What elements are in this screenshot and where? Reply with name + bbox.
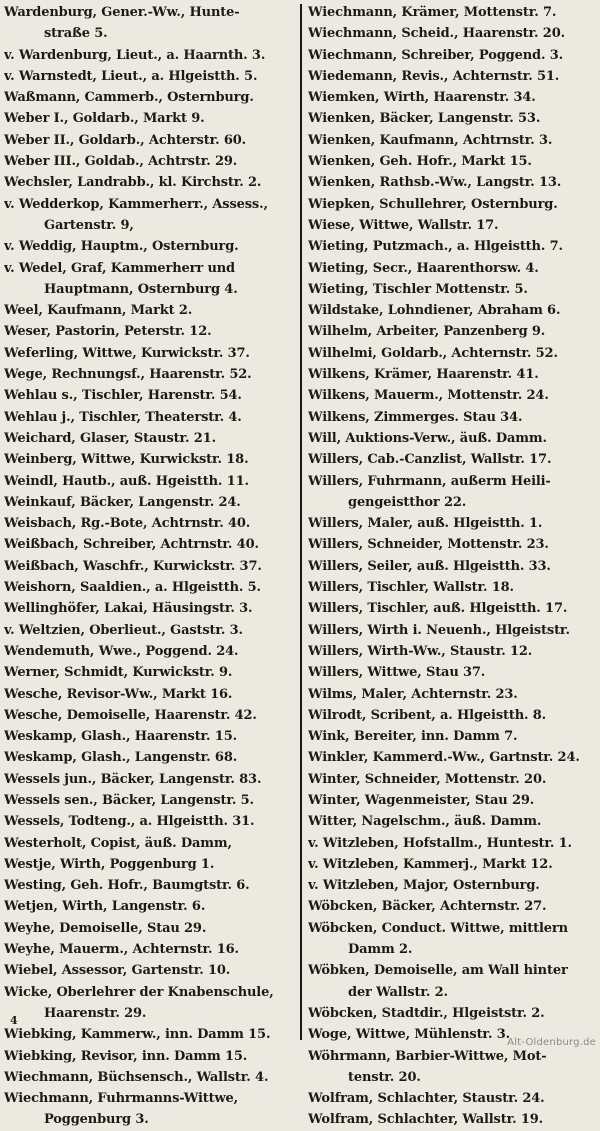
directory-entry: Weißbach, Waschfr., Kurwickstr. 37.: [4, 558, 262, 574]
column-divider: [300, 4, 302, 1040]
directory-entry: Wechsler, Landrabb., kl. Kirchstr. 2.: [4, 175, 262, 191]
directory-entry: Wesche, Demoiselle, Haarenstr. 42.: [4, 707, 257, 723]
directory-entry: Wendemuth, Wwe., Poggend. 24.: [4, 643, 239, 659]
directory-entry: Wiedemann, Revis., Achternstr. 51.: [308, 68, 560, 84]
directory-entry: Wardenburg, Gener.-Ww., Hunte-: [4, 5, 240, 20]
directory-entry: v. Wedel, Graf, Kammerherr und: [4, 260, 235, 276]
directory-entry: Wesche, Revisor-Ww., Markt 16.: [4, 686, 233, 702]
directory-entry: Wehlau s., Tischler, Harenstr. 54.: [4, 388, 242, 404]
directory-entry: Willers, Wittwe, Stau 37.: [308, 665, 486, 681]
directory-entry: v. Witzleben, Kammerj., Markt 12.: [308, 856, 553, 872]
entry-continuation: Gartenstr. 9,: [44, 217, 134, 233]
directory-entry: Weber I., Goldarb., Markt 9.: [4, 111, 205, 127]
directory-entry: Weskamp, Glash., Haarenstr. 15.: [4, 729, 237, 745]
directory-entry: Westing, Geh. Hofr., Baumgtstr. 6.: [4, 878, 250, 894]
entry-continuation: gengeistthor 22.: [348, 494, 467, 510]
directory-entry: Willers, Wirth-Ww., Staustr. 12.: [308, 643, 533, 659]
directory-entry: Weskamp, Glash., Langenstr. 68.: [4, 750, 238, 766]
directory-entry: Wienken, Geh. Hofr., Markt 15.: [308, 154, 532, 170]
directory-entry: Wildstake, Lohndiener, Abraham 6.: [308, 303, 561, 319]
directory-entry: Weisbach, Rg.-Bote, Achtrnstr. 40.: [4, 516, 251, 532]
directory-entry: Wege, Rechnungsf., Haarenstr. 52.: [4, 367, 252, 383]
directory-entry: Wiebking, Kammerw., inn. Damm 15.: [4, 1027, 271, 1043]
right-column: [308, 2, 596, 1131]
entry-continuation: tenstr. 20.: [348, 1069, 421, 1085]
directory-entry: Willers, Wirth i. Neuenh., Hlgeiststr.: [308, 622, 570, 638]
directory-entry: v. Wedderkop, Kammerherr., Assess.,: [4, 196, 268, 212]
directory-entry: Willers, Maler, auß. Hlgeistth. 1.: [308, 516, 543, 532]
directory-entry: Wiepken, Schullehrer, Osternburg.: [308, 196, 558, 212]
directory-entry: Wicke, Oberlehrer der Knabenschule,: [4, 984, 274, 1000]
directory-entry: Wilhelmi, Goldarb., Achternstr. 52.: [308, 345, 558, 361]
directory-entry: Wiebking, Revisor, inn. Damm 15.: [4, 1048, 248, 1064]
directory-entry: Wöbcken, Bäcker, Achternstr. 27.: [308, 899, 547, 915]
page-mark: 4: [10, 1014, 18, 1027]
directory-entry: Wieting, Tischler Mottenstr. 5.: [308, 281, 528, 297]
entry-continuation: Poggenburg 3.: [44, 1112, 149, 1128]
directory-entry: Wiemken, Wirth, Haarenstr. 34.: [308, 90, 536, 106]
directory-entry: Westje, Wirth, Poggenburg 1.: [4, 856, 215, 872]
directory-entry: v. Warnstedt, Lieut., a. Hlgeistth. 5.: [4, 68, 258, 84]
directory-entry: Wellinghöfer, Lakai, Häusingstr. 3.: [4, 601, 253, 617]
directory-entry: Weser, Pastorin, Peterstr. 12.: [4, 324, 212, 340]
directory-entry: Weinkauf, Bäcker, Langenstr. 24.: [4, 494, 241, 510]
directory-entry: Woge, Wittwe, Mühlenstr. 3.: [308, 1027, 510, 1043]
directory-entry: Wolfram, Schlachter, Wallstr. 19.: [308, 1112, 544, 1128]
directory-entry: Willers, Fuhrmann, außerm Heili-: [308, 473, 551, 489]
directory-entry: Wienken, Kaufmann, Achtrnstr. 3.: [308, 132, 553, 148]
left-column: [4, 2, 296, 1131]
directory-entry: Wiechmann, Scheid., Haarenstr. 20.: [308, 26, 565, 42]
entry-continuation: straße 5.: [44, 26, 108, 42]
directory-entry: Weber III., Goldab., Achtrstr. 29.: [4, 154, 238, 170]
directory-entry: Waßmann, Cammerb., Osternburg.: [4, 90, 254, 106]
directory-entry: Weißbach, Schreiber, Achtrnstr. 40.: [4, 537, 259, 553]
entry-continuation: der Wallstr. 2.: [348, 984, 448, 1000]
directory-entry: Willers, Schneider, Mottenstr. 23.: [308, 537, 549, 553]
directory-entry: v. Weddig, Hauptm., Osternburg.: [4, 239, 239, 255]
directory-entry: Westerholt, Copist, äuß. Damm,: [4, 835, 232, 851]
directory-entry: Wilms, Maler, Achternstr. 23.: [308, 686, 518, 702]
entry-continuation: Hauptmann, Osternburg 4.: [44, 281, 238, 297]
directory-entry: Weferling, Wittwe, Kurwickstr. 37.: [4, 345, 250, 361]
directory-entry: Weel, Kaufmann, Markt 2.: [4, 303, 193, 319]
directory-entry: Weinberg, Wittwe, Kurwickstr. 18.: [4, 452, 249, 468]
directory-entry: Weichard, Glaser, Staustr. 21.: [4, 430, 216, 446]
directory-entry: Wöbken, Demoiselle, am Wall hinter: [308, 963, 568, 979]
directory-entry: Winter, Schneider, Mottenstr. 20.: [308, 771, 547, 787]
directory-entry: Weyhe, Mauerm., Achternstr. 16.: [4, 942, 239, 958]
directory-entry: Wink, Bereiter, inn. Damm 7.: [308, 729, 518, 745]
directory-entry: Will, Auktions-Verw., äuß. Damm.: [308, 430, 547, 446]
directory-entry: Wiechmann, Krämer, Mottenstr. 7.: [308, 5, 557, 20]
directory-entry: Weishorn, Saaldien., a. Hlgeistth. 5.: [4, 580, 261, 596]
entry-continuation: Haarenstr. 29.: [44, 1005, 147, 1021]
directory-entry: Wiechmann, Fuhrmanns-Wittwe,: [4, 1091, 239, 1107]
directory-entry: Wehlau j., Tischler, Theaterstr. 4.: [4, 409, 242, 425]
directory-entry: Wienken, Bäcker, Langenstr. 53.: [308, 111, 541, 127]
directory-entry: Wolfram, Schlachter, Staustr. 24.: [308, 1091, 545, 1107]
directory-entry: Wiebel, Assessor, Gartenstr. 10.: [4, 963, 231, 979]
directory-entry: Wiechmann, Büchsensch., Wallstr. 4.: [4, 1069, 269, 1085]
directory-entry: Willers, Seiler, auß. Hlgeistth. 33.: [308, 558, 551, 574]
directory-entry: Wilkens, Mauerm., Mottenstr. 24.: [308, 388, 549, 404]
directory-entry: Wetjen, Wirth, Langenstr. 6.: [4, 899, 206, 915]
directory-entry: Wilrodt, Scribent, a. Hlgeistth. 8.: [308, 707, 547, 723]
directory-entry: Wienken, Rathsb.-Ww., Langstr. 13.: [308, 175, 562, 191]
directory-entry: Wöbcken, Conduct. Wittwe, mittlern: [308, 920, 568, 936]
directory-entry: Willers, Tischler, Wallstr. 18.: [308, 580, 514, 596]
directory-entry: Willers, Cab.-Canzlist, Wallstr. 17.: [308, 452, 552, 468]
directory-entry: Winter, Wagenmeister, Stau 29.: [308, 792, 535, 808]
directory-entry: Wieting, Secr., Haarenthorsw. 4.: [308, 260, 539, 276]
directory-entry: Wöbcken, Stadtdir., Hlgeiststr. 2.: [308, 1005, 545, 1021]
directory-entry: Werner, Schmidt, Kurwickstr. 9.: [4, 665, 233, 681]
directory-entry: Wöhrmann, Barbier-Wittwe, Mot-: [308, 1048, 547, 1064]
directory-entry: Wiese, Wittwe, Wallstr. 17.: [308, 217, 499, 233]
directory-entry: Wieting, Putzmach., a. Hlgeistth. 7.: [308, 239, 563, 255]
directory-entry: v. Witzleben, Hofstallm., Huntestr. 1.: [308, 835, 572, 851]
directory-entry: v. Weltzien, Oberlieut., Gaststr. 3.: [4, 622, 243, 638]
directory-entry: Wilkens, Krämer, Haarenstr. 41.: [308, 367, 539, 383]
directory-entry: Willers, Tischler, auß. Hlgeistth. 17.: [308, 601, 568, 617]
directory-entry: Wessels sen., Bäcker, Langenstr. 5.: [4, 792, 254, 808]
directory-entry: Wilkens, Zimmerges. Stau 34.: [308, 409, 523, 425]
directory-entry: Wessels jun., Bäcker, Langenstr. 83.: [4, 771, 262, 787]
directory-entry: Wiechmann, Schreiber, Poggend. 3.: [308, 47, 563, 63]
watermark-text: Alt-Oldenburg.de: [507, 1037, 596, 1048]
directory-entry: v. Wardenburg, Lieut., a. Haarnth. 3.: [4, 47, 266, 63]
directory-entry: v. Witzleben, Major, Osternburg.: [308, 878, 540, 894]
directory-entry: Wilhelm, Arbeiter, Panzenberg 9.: [308, 324, 546, 340]
directory-entry: Wessels, Todteng., a. Hlgeistth. 31.: [4, 814, 255, 830]
directory-entry: Weber II., Goldarb., Achterstr. 60.: [4, 132, 247, 148]
directory-entry: Witter, Nagelschm., äuß. Damm.: [308, 814, 542, 830]
directory-entry: Weindl, Hautb., auß. Hgeistth. 11.: [4, 473, 249, 489]
directory-entry: Weyhe, Demoiselle, Stau 29.: [4, 920, 207, 936]
entry-continuation: Damm 2.: [348, 942, 413, 958]
directory-entry: Winkler, Kammerd.-Ww., Gartnstr. 24.: [308, 750, 580, 766]
